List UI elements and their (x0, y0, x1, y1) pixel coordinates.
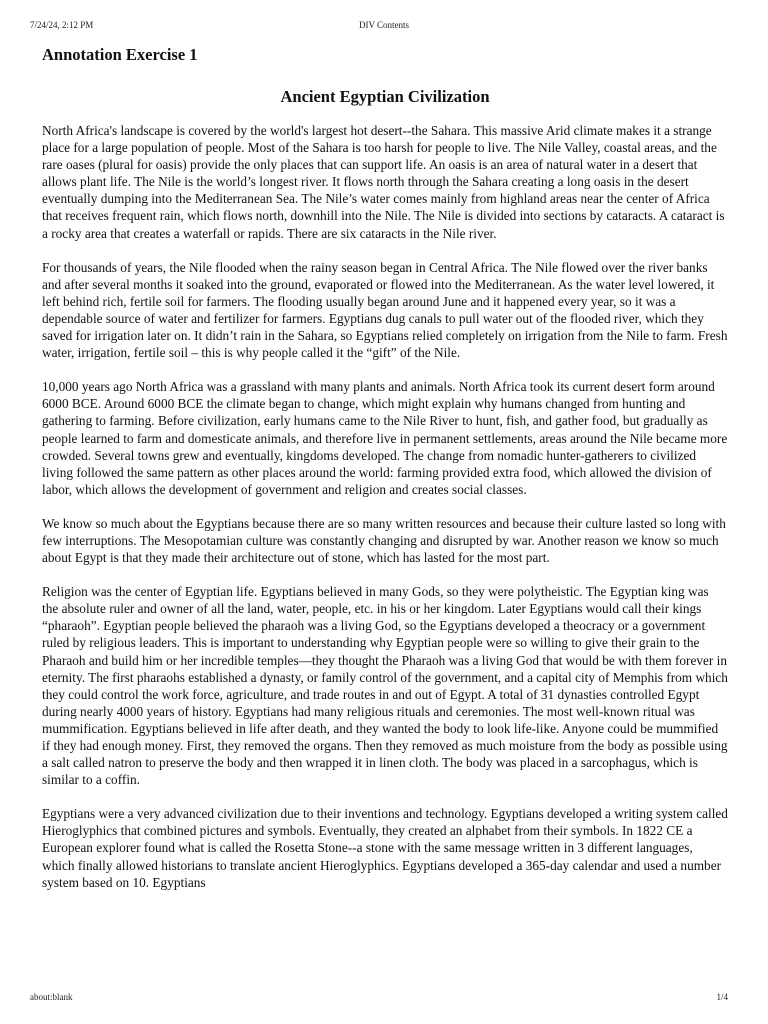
paragraph-geography: North Africa's landscape is covered by the world's largest hot desert--the Sahara. This massive Arid climate makes it a strange place for a large population of people. Most of the Sahara is too harsh for people to live. The Nile Valley, coastal areas, and the rare oases (plural for oasis) provide the only places that can support life. An oasis is an area of natural water in a desert that allows plant life. The Nile is the world’s longest river. It flows north through the Sahara creating a long oasis in the desert eventually dumping into the Mediterranean Sea. The Nile’s water comes mainly from highland areas near the center of Africa that receives frequent rain, which flows north, downhill into the Nile. The Nile is divided into sections by cataracts. A cataract is a rocky area that creates a waterfall or rapids. There are six cataracts in the Nile river. (42, 123, 725, 241)
document-body (42, 44, 728, 908)
paragraph-nile-flooding: For thousands of years, the Nile flooded when the rainy season began in Central Africa. The Nile flowed over the river banks and after several months it soaked into the ground, evaporated or flowed into the Mediterranean. As the water level lowered, it left behind rich, fertile soil for farmers. The flooding usually began around June and it happened every year, so it was a dependable source of water and fertilizer for farmers. Egyptians dug canals to pull water out of the flooded river, which they saved for irrigation later on. It didn’t rain in the Sahara, so Egyptians relied completely on irrigation from the Nile to farm. Fresh water, irrigation, fertile soil – this is why people called it the “gift” of the Nile. (42, 259, 728, 361)
print-page-number: 1/4 (716, 992, 728, 1002)
print-footer (30, 992, 738, 1006)
document-title: Ancient Egyptian Civilization (280, 87, 490, 106)
paragraph-religion: Religion was the center of Egyptian life. Egyptians believed in many Gods, so they were polytheistic. The Egyptian king was the absolute ruler and owner of all the land, water, people, etc. in his or her kingdom. Later Egyptians would call their kings “pharaoh”. Egyptian people believed the pharaoh was a living God, so the Egyptians developed a theocracy or a government ruled by religious leaders. This is important to understanding why Egyptian people were so willing to give their grain to the Pharaoh and build him or her incredible temples—they thought the Pharaoh was a living God that would be with them forever in eternity. The first pharaohs established a dynasty, or family control of the government, and a capital city of Memphis from which they could control the work force, agriculture, and trade routes in and out of Egypt. A total of 31 dynasties controlled Egypt during nearly 4000 years of history. Egyptians had many religious rituals and ceremonies. The most well-known ritual was mummification. Egyptians believed in life after death, and they wanted the body to look life-like. Anyone could be mummified if they had enough money. First, they removed the organs. Then they removed as much moisture from the body as possible using a salt called natron to preserve the body and then wrapped it in linen cloth. The body was placed in a sarcophagus, which is similar to a coffin. (42, 584, 728, 788)
print-header (30, 20, 738, 34)
print-datetime: 7/24/24, 2:12 PM (30, 20, 94, 30)
paragraph-prehistory: 10,000 years ago North Africa was a grassland with many plants and animals. North Africa took its current desert form around 6000 BCE. Around 6000 BCE the climate began to change, which might explain why humans changed from hunting and gathering to farming. Before civilization, early humans came to the Nile River to hunt, fish, and gather food, but gradually as people learned to farm and domesticate animals, and therefore live in permanent settlements, areas around the Nile became more crowded. Several towns grew and eventually, kingdoms developed. The change from nomadic hunter-gatherers to civilized living followed the same pattern as other places around the world: farming provided extra food, which allowed the division of labor, which allows the development of government and religion and creates social classes. (42, 379, 728, 497)
exercise-title: Annotation Exercise 1 (42, 45, 198, 64)
print-page-title: DIV Contents (358, 20, 410, 30)
paragraph-sources: We know so much about the Egyptians because there are so many written resources and because their culture lasted so long with few interruptions. The Mesopotamian culture was constantly changing and disrupted by war. Another reason we know so much about Egypt is that they made their architecture out of stone, which has lasted for the most part. (42, 515, 726, 566)
paragraph-technology: Egyptians were a very advanced civilization due to their inventions and technology. Egyptians developed a writing system called Hieroglyphics that combined pictures and symbols. Eventually, they created an alphabet from their symbols. In 1822 CE a European explorer found what is called the Rosetta Stone--a stone with the same message written in 3 different languages, which finally allowed historians to translate ancient Hieroglyphics. Egyptians developed a 365-day calendar and used a number system based on 10. Egyptians (42, 806, 728, 890)
print-url: about:blank (30, 992, 73, 1002)
